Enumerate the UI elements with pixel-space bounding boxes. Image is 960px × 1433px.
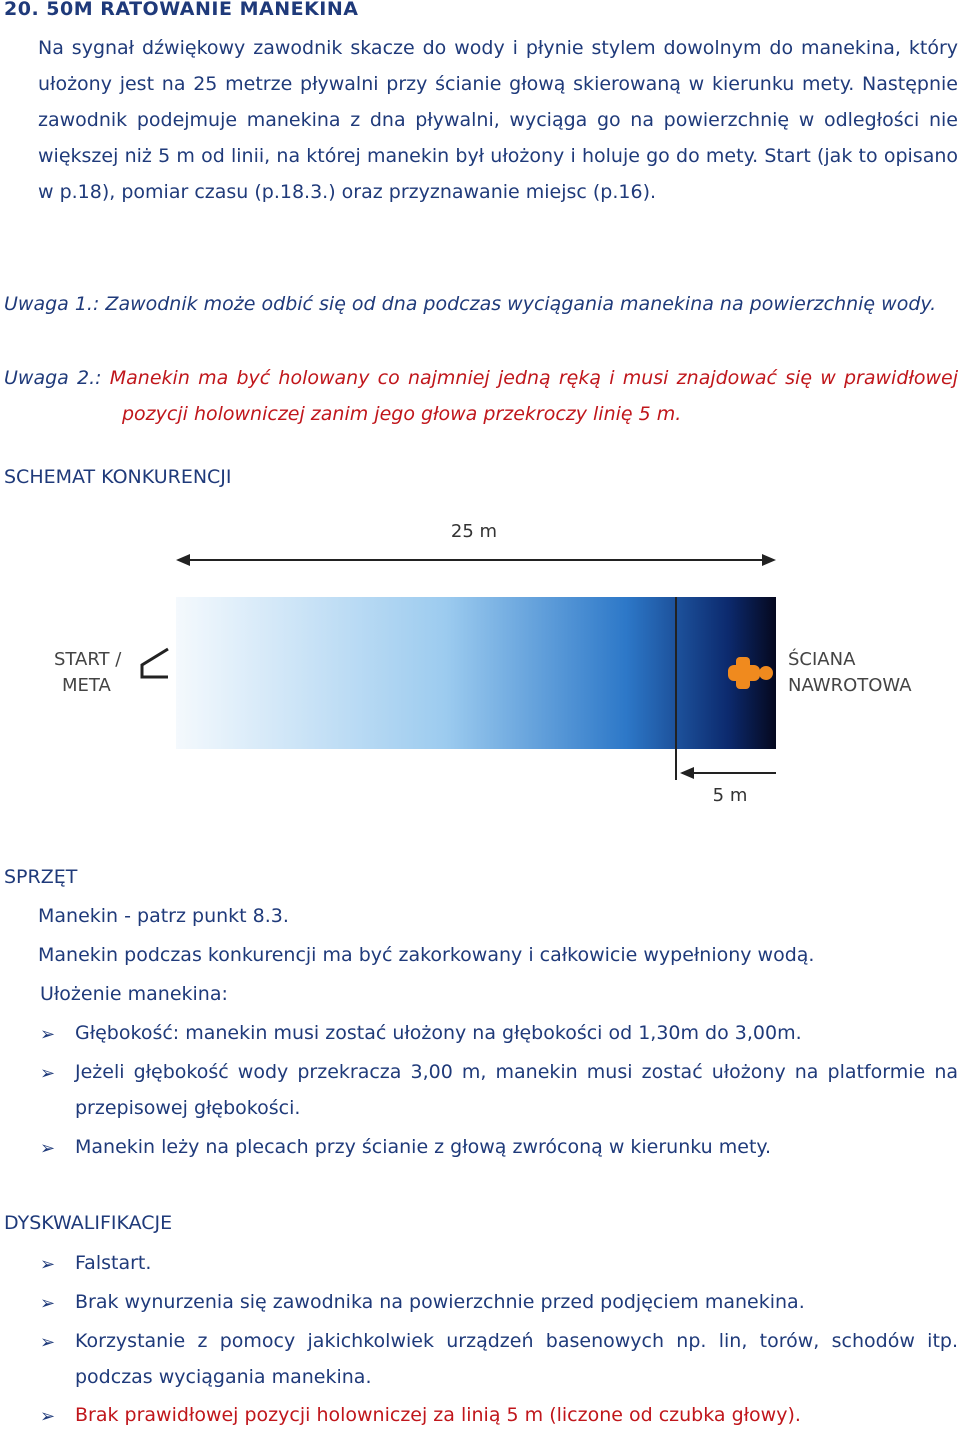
bullet-icon: ➢ bbox=[40, 1332, 56, 1353]
disqualifications-heading: DYSKWALIFIKACJE bbox=[4, 1212, 173, 1234]
section-title: 20. 50M RATOWANIE MANEKINA bbox=[4, 0, 359, 20]
wall-label-2: NAWROTOWA bbox=[788, 675, 912, 696]
bullet-icon: ➢ bbox=[40, 1254, 56, 1275]
placement-heading: Ułożenie manekina: bbox=[40, 983, 228, 1005]
placement-item-2: Jeżeli głębokość wody przekracza 3,00 m, manekin musi zostać ułożony na platformie na przepisowej głębokości. bbox=[75, 1061, 958, 1119]
bullet-icon: ➢ bbox=[40, 1406, 56, 1427]
note-2-label: Uwaga 2.: bbox=[4, 367, 102, 389]
wall-label-1: ŚCIANA bbox=[788, 649, 856, 670]
start-label-1: START / bbox=[54, 649, 122, 670]
note-2-text: Manekin ma być holowany co najmniej jedną ręką i musi znajdować się w prawidłowej pozycji holowniczej zanim jego głowa przekroczy linię 5 m. bbox=[109, 367, 958, 425]
bullet-icon: ➢ bbox=[40, 1063, 56, 1084]
note-2 bbox=[4, 360, 958, 432]
five-m-arrow bbox=[680, 767, 776, 779]
dq-item-3: Korzystanie z pomocy jakichkolwiek urządzeń basenowych np. lin, torów, schodów itp. podczas wyciągania manekina. bbox=[75, 1330, 958, 1388]
note-1-text: Zawodnik może odbić się od dna podczas wyciągania manekina na powierzchnię wody. bbox=[105, 293, 937, 315]
dq-item-4: Brak prawidłowej pozycji holowniczej za linią 5 m (liczone od czubka głowy). bbox=[75, 1404, 801, 1426]
equipment-line-1: Manekin - patrz punkt 8.3. bbox=[38, 905, 289, 927]
distance-arrow bbox=[176, 554, 776, 566]
start-block-icon bbox=[142, 649, 168, 677]
dq-item-2: Brak wynurzenia się zawodnika na powierzchnie przed podjęciem manekina. bbox=[75, 1291, 805, 1313]
placement-item-1: Głębokość: manekin musi zostać ułożony na głębokości od 1,30m do 3,00m. bbox=[75, 1022, 802, 1044]
placement-item-3: Manekin leży na plecach przy ścianie z głową zwróconą w kierunku mety. bbox=[75, 1136, 771, 1158]
schema-heading: SCHEMAT KONKURENCJI bbox=[4, 466, 232, 488]
bullet-icon: ➢ bbox=[40, 1024, 56, 1045]
equipment-heading: SPRZĘT bbox=[4, 866, 78, 888]
pool bbox=[176, 597, 776, 749]
distance-label: 25 m bbox=[450, 521, 498, 542]
equipment-line-2: Manekin podczas konkurencji ma być zakorkowany i całkowicie wypełniony wodą. bbox=[38, 944, 815, 966]
competition-diagram bbox=[0, 505, 960, 815]
note-1 bbox=[4, 286, 958, 322]
five-m-label: 5 m bbox=[712, 785, 748, 806]
dq-item-1: Falstart. bbox=[75, 1252, 152, 1274]
intro-paragraph: Na sygnał dźwiękowy zawodnik skacze do wody i płynie stylem dowolnym do manekina, który ułożony jest na 25 metrze pływalni przy ścianie głową skierowaną w kierunku mety. Następnie zawodnik podejmuje manekina z dna pływalni, wyciąga go na powierzchnię w odległości nie większej niż 5 m od linii, na której manekin był ułożony i holuje go do mety. Start (jak to opisano w p.18), pomiar czasu (p.18.3.) oraz przyznawanie miejsc (p.16). bbox=[38, 37, 958, 203]
bullet-icon: ➢ bbox=[40, 1138, 56, 1159]
start-label-2: META bbox=[62, 675, 111, 696]
bullet-icon: ➢ bbox=[40, 1293, 56, 1314]
note-1-label: Uwaga 1.: bbox=[4, 293, 100, 315]
